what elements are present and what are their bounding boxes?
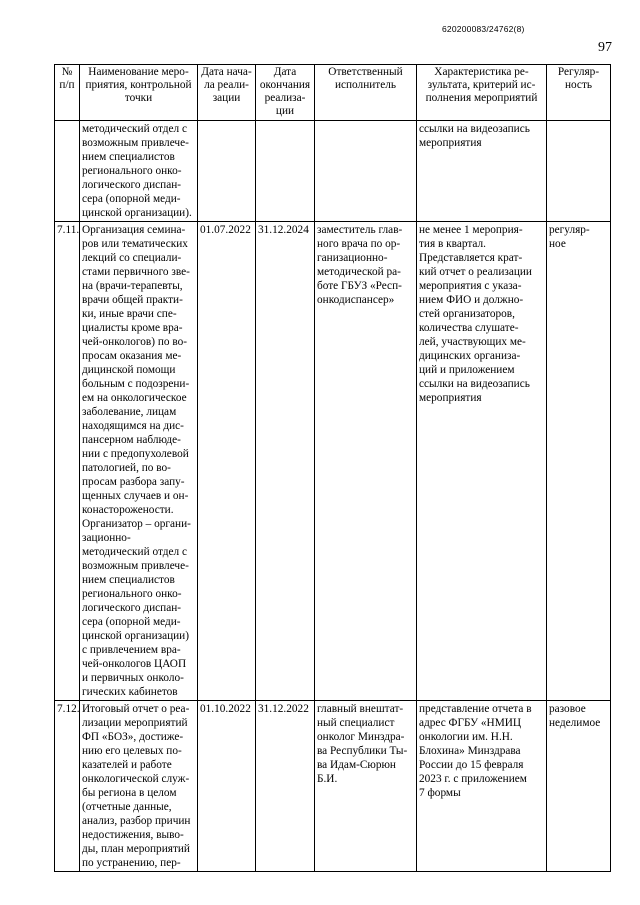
row-start-date: 01.07.2022 — [198, 222, 256, 701]
activities-table — [54, 64, 611, 872]
header-executor: Ответственный исполнитель — [315, 65, 417, 121]
row-start-date: 01.10.2022 — [198, 701, 256, 872]
header-end-date: Дата окончания реализа- ции — [256, 65, 315, 121]
header-start-date: Дата нача- ла реали- зации — [198, 65, 256, 121]
header-activity-name: Наименование меро- приятия, контрольной точки — [80, 65, 198, 121]
row-end-date: 31.12.2022 — [256, 701, 315, 872]
row-result: представление отчета в адрес ФГБУ «НМИЦ онкологии им. Н.Н. Блохина» Минздрава России до 15 февраля 2023 г. с приложением 7 формы — [417, 701, 547, 872]
row-regularity: разовое неделимое — [547, 701, 611, 872]
table-row — [55, 701, 611, 872]
row-regularity: регуляр- ное — [547, 222, 611, 701]
header-number: № п/п — [55, 65, 80, 121]
row-number: 7.11. — [55, 222, 80, 701]
row-start-date — [198, 121, 256, 222]
row-regularity — [547, 121, 611, 222]
row-activity-name: Итоговый отчет о реа- лизации мероприятий ФП «БОЗ», достиже- нию его целевых по- казателей и работе онкологической служ- бы региона в целом (отчетные данные, анализ, разбор причин недостижения, выво- ды, план мероприятий по устранению, пер- — [80, 701, 198, 872]
row-activity-name: Организация семина- ров или тематических лекций со специали- стами первичного зве- на (врачи-терапевты, врачи общей практи- ки, иные врачи спе- циалисты кроме вра- чей-онкологов) по во- просам оказания ме- дицинской помощи больным с подозрени- ем на онкологическое заболевание, лицам находящимся на дис- пансерном наблюде- нии с предопухолевой патологией, по во- просам разбора запу- щенных случаев и он- конасторожености. Организатор – органи- зационно- методический отдел с возможным привлече- нием специалистов регионального онко- логического диспан- сера (опорной меди- цинской организации) с привлечением вра- чей-онкологов ЦАОП и первичных онколо- гических кабинетов — [80, 222, 198, 701]
header-row — [55, 65, 611, 121]
row-number: 7.12. — [55, 701, 80, 872]
table-row — [55, 222, 611, 701]
header-result: Характеристика ре- зультата, критерий ис- полнения мероприятий — [417, 65, 547, 121]
row-result: не менее 1 мероприя- тия в квартал. Представляется крат- кий отчет о реализации мероприятия с указа- нием ФИО и должно- стей организаторов, количества слушате- лей, участвующих ме- дицинских организа- ций и приложением ссылки на видеозапись мероприятия — [417, 222, 547, 701]
row-end-date — [256, 121, 315, 222]
row-executor — [315, 121, 417, 222]
page-number: 97 — [598, 40, 612, 55]
row-activity-name: методический отдел с возможным привлече- нием специалистов регионального онко- логического диспан- сера (опорной меди- цинской организации). — [80, 121, 198, 222]
row-executor: главный внештат- ный специалист онколог Минздра- ва Республики Ты- ва Идам-Сюрюн Б.И. — [315, 701, 417, 872]
row-number — [55, 121, 80, 222]
row-executor: заместитель глав- ного врача по ор- ганизационно- методической ра- боте ГБУЗ «Респ- онкодиспансер» — [315, 222, 417, 701]
row-end-date: 31.12.2024 — [256, 222, 315, 701]
row-result: ссылки на видеозапись мероприятия — [417, 121, 547, 222]
document-registration-number: 620200083/24762(8) — [442, 24, 525, 34]
table-header — [55, 65, 611, 121]
table-row — [55, 121, 611, 222]
header-regularity: Регуляр- ность — [547, 65, 611, 121]
